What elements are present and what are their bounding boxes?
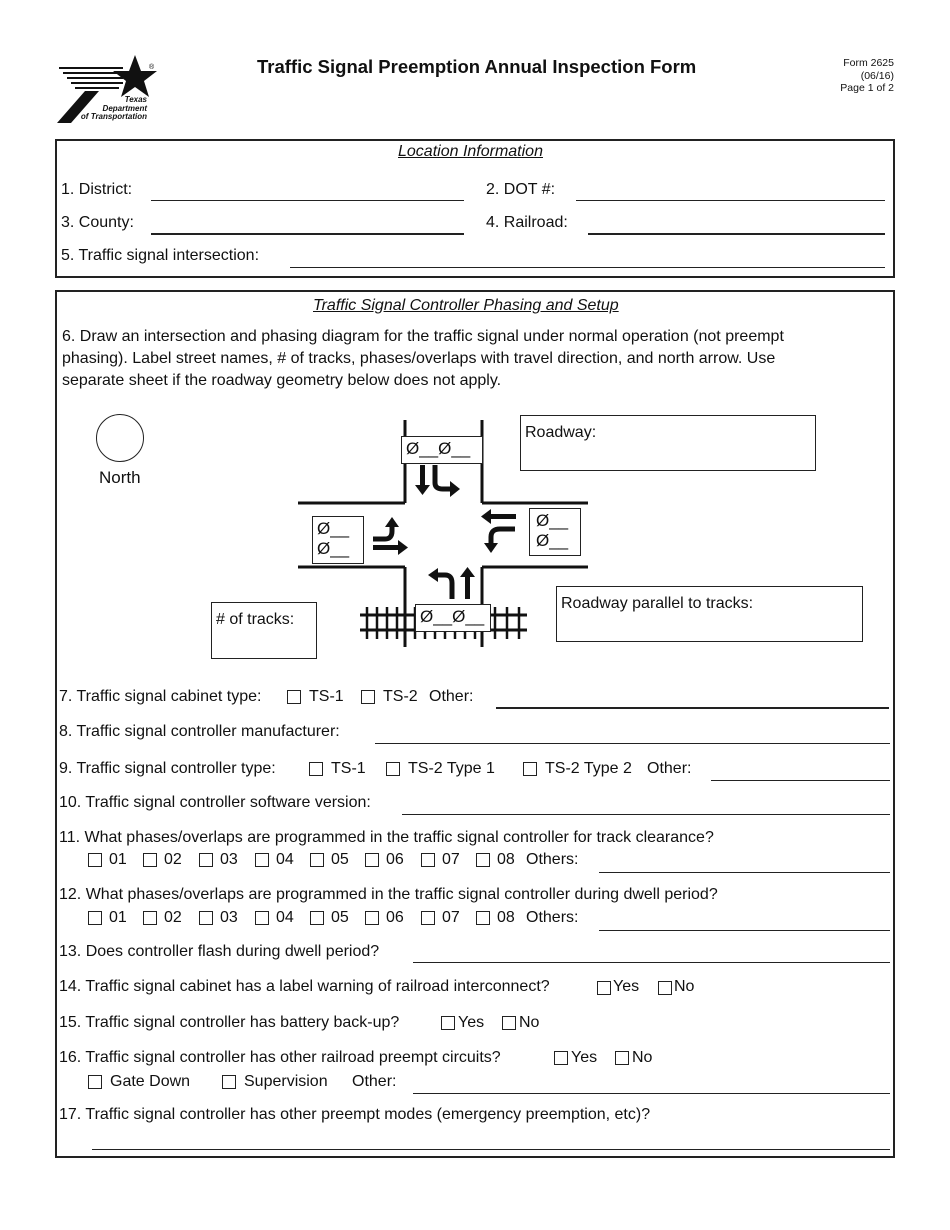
q17-field[interactable] [92,1149,890,1150]
q11-phase-08-label: 08 [497,851,515,868]
railroad-field[interactable] [588,233,885,235]
intersection-field[interactable] [290,267,885,268]
phase-box-north[interactable]: Ø__Ø__ [401,436,483,464]
dot-label: 2. DOT #: [486,181,556,198]
district-label: 1. District: [61,181,133,198]
q14-yes-checkbox[interactable] [597,981,611,995]
phasing-section-title: Traffic Signal Controller Phasing and Setup [313,297,619,314]
q12-phase-05-checkbox[interactable] [310,911,324,925]
q14-label: 14. Traffic signal cabinet has a label warning of railroad interconnect? [59,978,550,995]
q12-phase-07-label: 07 [442,909,460,926]
q11-phase-03-label: 03 [220,851,238,868]
q12-phase-03-checkbox[interactable] [199,911,213,925]
q12-others-label: Others: [526,909,579,926]
q16-yes-checkbox[interactable] [554,1051,568,1065]
q12-phase-02-label: 02 [164,909,182,926]
q12-phase-08-checkbox[interactable] [476,911,490,925]
q12-others-field[interactable] [599,930,890,931]
logo-text-2: Department [102,103,147,113]
q6-text-1: 6. Draw an intersection and phasing diagram for the traffic signal under normal operation (not preempt [62,328,784,345]
q13-field[interactable] [413,962,890,963]
q10-field[interactable] [402,814,890,815]
q11-others-field[interactable] [599,872,890,873]
q13-label: 13. Does controller flash during dwell period? [59,943,380,960]
q15-label: 15. Traffic signal controller has battery back-up? [59,1014,400,1031]
q15-yes-label: Yes [458,1014,485,1031]
q15-no-checkbox[interactable] [502,1016,516,1030]
q9-ts1-checkbox[interactable] [309,762,323,776]
q11-phase-01-checkbox[interactable] [88,853,102,867]
q8-field[interactable] [375,743,890,744]
q6-text-3: separate sheet if the roadway geometry below does not apply. [62,372,502,389]
q12-phase-06-checkbox[interactable] [365,911,379,925]
q16-supervision-checkbox[interactable] [222,1075,236,1089]
form-date: (06/16) [860,69,894,82]
q11-phase-01-label: 01 [109,851,127,868]
phase-box-east[interactable]: Ø__ Ø__ [529,508,581,556]
svg-text:®: ® [149,64,155,71]
q7-ts1-checkbox[interactable] [287,690,301,704]
q7-ts2-label: TS-2 [383,688,418,705]
q12-phase-06-label: 06 [386,909,404,926]
q9-ts2-type1-label: TS-2 Type 1 [408,760,495,777]
north-circle[interactable] [96,414,144,462]
q11-phase-02-label: 02 [164,851,182,868]
dot-field[interactable] [576,200,885,201]
railroad-label: 4. Railroad: [486,214,568,231]
logo-text-1: Texas [124,95,147,104]
q11-phase-07-label: 07 [442,851,460,868]
north-label: North [99,468,141,487]
q11-phase-04-checkbox[interactable] [255,853,269,867]
q12-phase-02-checkbox[interactable] [143,911,157,925]
q16-other-field[interactable] [413,1093,890,1094]
q16-no-label: No [632,1049,653,1066]
form-number: Form 2625 [843,57,894,69]
q11-phase-04-label: 04 [276,851,294,868]
q16-gate-down-checkbox[interactable] [88,1075,102,1089]
q14-no-checkbox[interactable] [658,981,672,995]
q9-label: 9. Traffic signal controller type: [59,760,276,777]
q12-label: 12. What phases/overlaps are programmed in the traffic signal controller during dwell period? [59,886,718,903]
q11-phase-05-label: 05 [331,851,349,868]
q14-no-label: No [674,978,695,995]
q15-yes-checkbox[interactable] [441,1016,455,1030]
q9-ts1-label: TS-1 [331,760,366,777]
q11-phase-05-checkbox[interactable] [310,853,324,867]
q10-label: 10. Traffic signal controller software version: [59,794,371,811]
tracks-box[interactable]: # of tracks: [211,602,317,659]
txdot-logo [55,53,160,130]
logo-text-3: of Transportation [80,112,147,121]
phase-box-south[interactable]: Ø__Ø__ [415,604,491,632]
roadway-parallel-box[interactable]: Roadway parallel to tracks: [556,586,863,642]
q7-ts2-checkbox[interactable] [361,690,375,704]
q12-phase-04-checkbox[interactable] [255,911,269,925]
q11-phase-07-checkbox[interactable] [421,853,435,867]
q11-phase-06-checkbox[interactable] [365,853,379,867]
q12-phase-01-checkbox[interactable] [88,911,102,925]
q16-no-checkbox[interactable] [615,1051,629,1065]
q12-phase-01-label: 01 [109,909,127,926]
q15-no-label: No [519,1014,540,1031]
q9-ts2-type2-checkbox[interactable] [523,762,537,776]
q11-others-label: Others: [526,851,579,868]
county-field[interactable] [151,233,464,235]
q9-ts2-type2-label: TS-2 Type 2 [545,760,632,777]
q9-other-label: Other: [647,760,692,777]
county-label: 3. County: [61,214,134,231]
q14-yes-label: Yes [613,978,640,995]
q11-label: 11. What phases/overlaps are programmed in the traffic signal controller for track clearance? [59,829,714,846]
q16-other-label: Other: [352,1073,397,1090]
q17-label: 17. Traffic signal controller has other preempt modes (emergency preemption, etc)? [59,1106,651,1123]
q12-phase-05-label: 05 [331,909,349,926]
q16-gate-down-label: Gate Down [110,1073,191,1090]
q11-phase-08-checkbox[interactable] [476,853,490,867]
q12-phase-07-checkbox[interactable] [421,911,435,925]
q8-label: 8. Traffic signal controller manufacturer: [59,723,340,740]
intersection-label: 5. Traffic signal intersection: [61,247,260,264]
q9-other-field[interactable] [711,780,890,781]
roadway-box[interactable]: Roadway: [520,415,816,471]
q6-text-2: phasing). Label street names, # of tracks, phases/overlaps with travel direction, and north arrow. Use [62,350,776,367]
q12-phase-04-label: 04 [276,909,294,926]
page-title: Traffic Signal Preemption Annual Inspection Form [257,56,697,77]
q7-other-field[interactable] [496,707,889,709]
location-section-title: Location Information [398,143,543,160]
q16-supervision-label: Supervision [244,1073,328,1090]
q11-phase-03-checkbox[interactable] [199,853,213,867]
q16-label: 16. Traffic signal controller has other railroad preempt circuits? [59,1049,501,1066]
phase-box-west[interactable]: Ø__ Ø__ [312,516,364,564]
star-icon [113,55,157,97]
q12-phase-08-label: 08 [497,909,515,926]
q12-phase-03-label: 03 [220,909,238,926]
q11-phase-02-checkbox[interactable] [143,853,157,867]
q7-ts1-label: TS-1 [309,688,344,705]
q11-phase-06-label: 06 [386,851,404,868]
q9-ts2-type1-checkbox[interactable] [386,762,400,776]
q16-yes-label: Yes [571,1049,598,1066]
q7-label: 7. Traffic signal cabinet type: [59,688,262,705]
q7-other-label: Other: [429,688,474,705]
page-number: Page 1 of 2 [840,82,894,94]
district-field[interactable] [151,200,464,201]
